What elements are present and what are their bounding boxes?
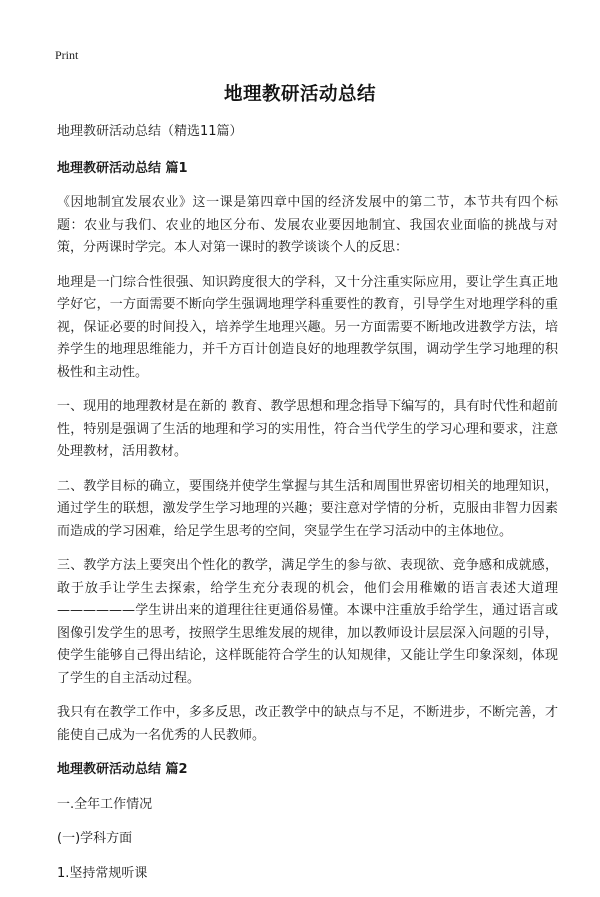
paragraph: 三、教学方法上要突出个性化的教学，满足学生的参与欲、表现欲、竞争感和成就感，敢于放手让学生去探索，给学生充分表现的机会，他们会用稚嫩的语言表述大道理——————学生讲出来的道理往往更通俗易懂。本课中注重放手给学生，通过语言或图像引发学生的思考，按照学生思维发展的规律，加以教师设计层层深入问题的引导，使学生能够自己得出结论，这样既能符合学生的认知规律，又能让学生印象深刻，体现了学生的自主活动过程。: [57, 558, 558, 686]
section-heading: 地理教研活动总结 篇2: [57, 762, 188, 777]
paragraph: 一、现用的地理教材是在新的 教育、教学思想和理念指导下编写的，具有时代性和超前性，特别是强调了生活的地理和学习的实用性，符合当代学生的学习心理和要求，注意处理教材，活用教材。: [57, 399, 558, 459]
paragraph: 二、教学目标的确立，要围绕并使学生掌握与其生活和周围世界密切相关的地理知识，通过学生的联想，激发学生学习地理的兴趣；要注意对学情的分析，克服由非智力因素而造成的学习困难，给足学生思考的空间，突显学生在学习活动中的主体地位。: [57, 478, 558, 539]
print-link[interactable]: Print: [55, 48, 79, 62]
paragraph: 地理是一门综合性很强、知识跨度很大的学科，又十分注重实际应用，要让学生真正地学好它，一方面需要不断向学生强调地理学科重要性的教育，引导学生对地理学科的重视，保证必要的时间投入，培养学生地理兴趣。另一方面需要不断地改进教学方法，培养学生的地理思维能力，并千方百计创造良好的地理教学氛围，调动学生学习地理的积极性和主动性。: [57, 274, 558, 380]
paragraph: 我只有在教学工作中，多多反思，改正教学中的缺点与不足，不断进步，不断完善，才能使自己成为一名优秀的人民教师。: [57, 705, 558, 743]
paragraph: (一)学科方面: [57, 831, 133, 846]
document-body: [57, 121, 558, 897]
paragraph: 1.坚持常规听课: [57, 865, 148, 881]
document-subtitle: 地理教研活动总结（精选11篇）: [57, 124, 243, 139]
section-heading: 地理教研活动总结 篇1: [57, 160, 188, 176]
document-title: 地理教研活动总结: [223, 84, 376, 105]
paragraph: 一.全年工作情况: [57, 796, 153, 812]
paragraph: 《因地制宜发展农业》这一课是第四章中国的经济发展中的第二节，本节共有四个标题：农业与我们、农业的地区分布、发展农业要因地制宜、我国农业面临的挑战与对策，分两课时学完。本人对第一课时的教学谈谈个人的反思：: [57, 195, 558, 255]
